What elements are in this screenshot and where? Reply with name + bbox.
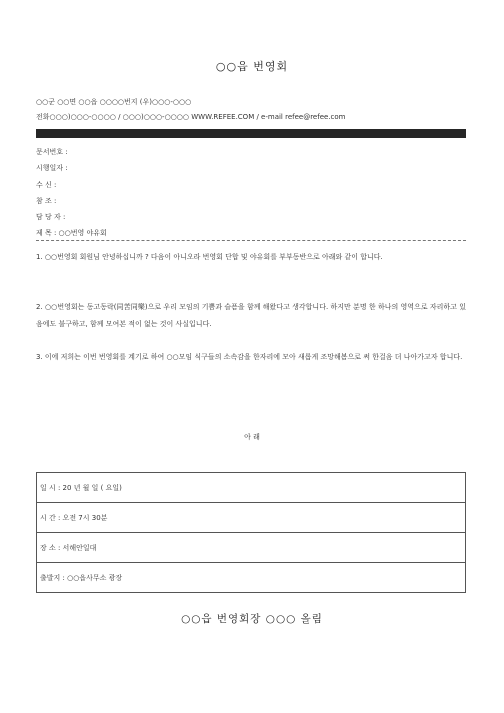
table-row bbox=[37, 473, 466, 503]
document-title: ○○읍 번영회 bbox=[215, 60, 289, 73]
field-issue-date: 시행일자 : bbox=[36, 164, 68, 172]
detail-place: 장 소 : 서해안일대 bbox=[37, 533, 466, 563]
field-person-in-charge: 담 당 자 : bbox=[36, 213, 66, 221]
detail-date: 일 시 : 20 년 월 일 ( 요일) bbox=[37, 473, 466, 503]
detail-time: 시 간 : 오전 7시 30분 bbox=[37, 503, 466, 533]
address-line: ○○군 ○○면 ○○읍 ○○○○번지 (우)○○○-○○○ bbox=[36, 98, 192, 106]
signature-line: ○○읍 번영회장 ○○○ 올림 bbox=[181, 613, 323, 625]
detail-departure: 출발지 : ○○읍사무소 광장 bbox=[37, 563, 466, 593]
dashed-divider bbox=[36, 240, 466, 241]
field-recipient: 수 신 : bbox=[36, 181, 57, 189]
body-paragraph-1: 1. ○○번영회 회원님 안녕하십니까 ? 다음이 아니오라 번영회 단합 및 야유회를 부부동반으로 아래와 같이 합니다. bbox=[36, 253, 383, 261]
details-table bbox=[36, 472, 466, 593]
field-subject: 제 목 : ○○번영 야유회 bbox=[36, 229, 107, 237]
body-paragraph-2: 2. ○○번영회는 동고동락(同苦同樂)으로 우리 모임의 기쁨과 슬픔을 함께 해왔다고 생각합니다. 하지만 분명 한 하나의 영역으로 자리하고 있음에도 불구하고, 함께 모여본 적이 없는 것이 사실입니다. bbox=[36, 303, 466, 328]
body-paragraph-3: 3. 이에 저희는 이번 번영회를 계기로 하여 ○○모임 식구들의 소속감을 한자리에 모아 새롭게 조망해봄으로 써 한걸음 더 나아가고자 합니다. bbox=[36, 353, 463, 361]
notice-heading: 아 래 bbox=[244, 433, 260, 441]
table-row bbox=[37, 503, 466, 533]
field-doc-number: 문서번호 : bbox=[36, 148, 68, 156]
header-divider-bar bbox=[36, 129, 466, 138]
contact-line: 전화○○○)○○○-○○○○ / ○○○)○○○-○○○○ WWW.REFEE.COM / e-mail refee@refee.com bbox=[36, 113, 346, 121]
field-reference: 참 조 : bbox=[36, 197, 57, 205]
table-row bbox=[37, 533, 466, 563]
table-row bbox=[37, 563, 466, 593]
